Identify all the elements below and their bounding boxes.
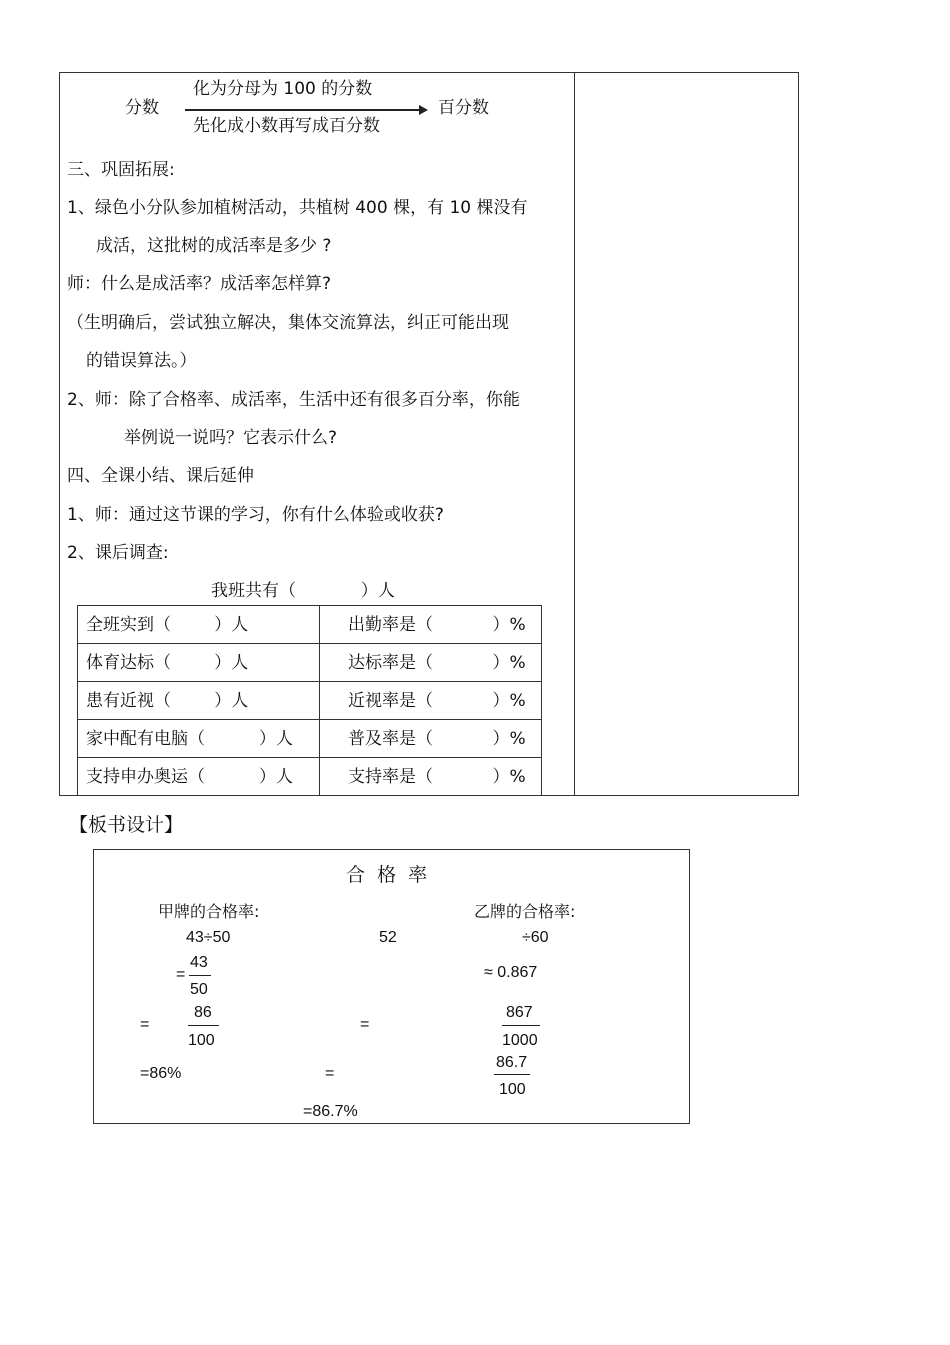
survey-cell-count: 全班实到（ ）人: [78, 606, 320, 644]
left-equals2: =: [140, 1016, 150, 1033]
right-divisor: ÷60: [522, 929, 549, 946]
board-frame: [93, 849, 690, 1124]
right-label: 乙牌的合格率:: [474, 902, 576, 921]
flow-method-bottom: 先化成小数再写成百分数: [193, 116, 380, 136]
survey-cell-count: 家中配有电脑（ ）人: [78, 720, 320, 758]
survey-item: 2、课后调查:: [67, 543, 169, 563]
section3-heading: 三、巩固拓展:: [67, 160, 175, 180]
flow-method-top: 化为分母为 100 的分数: [193, 79, 373, 99]
table-row: [78, 720, 542, 758]
flow-arrow-line: [185, 109, 421, 111]
section4-heading: 四、全课小结、课后延伸: [67, 466, 254, 486]
table-row: [78, 644, 542, 682]
board-title: 合 格 率: [346, 864, 428, 886]
summary-item1: 1、师：通过这节课的学习，你有什么体验或收获?: [67, 505, 444, 525]
note-line1: （生明确后，尝试独立解决，集体交流算法，纠正可能出现: [67, 313, 509, 333]
right-result: =86.7%: [303, 1103, 358, 1120]
survey-table: [77, 605, 542, 796]
question2-line2: 举例说一说吗？它表示什么?: [124, 428, 338, 448]
survey-cell-rate: 普及率是（ ）%: [320, 720, 542, 758]
left-denominator2: 100: [188, 1032, 215, 1049]
question1-line1: 1、绿色小分队参加植树活动，共植树 400 棵，有 10 棵没有: [67, 198, 528, 218]
right-approx: ≈ 0.867: [484, 964, 538, 981]
survey-cell-rate: 支持率是（ ）%: [320, 758, 542, 796]
note-line2: 的错误算法。）: [86, 351, 197, 371]
right-denominator1: 1000: [502, 1032, 538, 1049]
survey-cell-rate: 出勤率是（ ）%: [320, 606, 542, 644]
survey-cell-rate: 达标率是（ ）%: [320, 644, 542, 682]
survey-title: 我班共有（ ）人: [211, 581, 395, 601]
table-row: [78, 606, 542, 644]
right-equals1: =: [360, 1016, 370, 1033]
fraction-bar: [189, 975, 211, 976]
table-row: [78, 758, 542, 796]
right-equals2: =: [325, 1065, 335, 1082]
left-denominator1: 50: [190, 981, 208, 998]
right-dividend: 52: [379, 929, 397, 946]
survey-cell-count: 体育达标（ ）人: [78, 644, 320, 682]
left-equals1: =: [176, 966, 186, 983]
fraction-bar: [188, 1025, 219, 1026]
left-numerator1: 43: [190, 954, 208, 971]
left-result: =86%: [140, 1065, 182, 1082]
fraction-bar: [502, 1025, 540, 1026]
right-numerator1: 867: [506, 1004, 533, 1021]
left-numerator2: 86: [194, 1004, 212, 1021]
question1-line2: 成活，这批树的成活率是多少 ?: [96, 236, 332, 256]
arrow-right-icon: [419, 105, 428, 115]
fraction-bar: [494, 1074, 530, 1075]
right-denominator2: 100: [499, 1081, 526, 1098]
left-label: 甲牌的合格率:: [158, 902, 260, 921]
survey-cell-count: 患有近视（ ）人: [78, 682, 320, 720]
column-divider: [574, 72, 575, 796]
table-row: [78, 682, 542, 720]
right-numerator2: 86.7: [496, 1054, 528, 1071]
teacher-question: 师：什么是成活率？成活率怎样算?: [67, 274, 332, 294]
flow-to-label: 百分数: [438, 98, 489, 118]
question2-line1: 2、师：除了合格率、成活率，生活中还有很多百分率，你能: [67, 390, 520, 410]
left-expression: 43÷50: [186, 929, 231, 946]
board-heading: 【板书设计】: [69, 814, 184, 836]
survey-cell-count: 支持申办奥运（ ）人: [78, 758, 320, 796]
flow-from-label: 分数: [125, 98, 159, 118]
survey-cell-rate: 近视率是（ ）%: [320, 682, 542, 720]
